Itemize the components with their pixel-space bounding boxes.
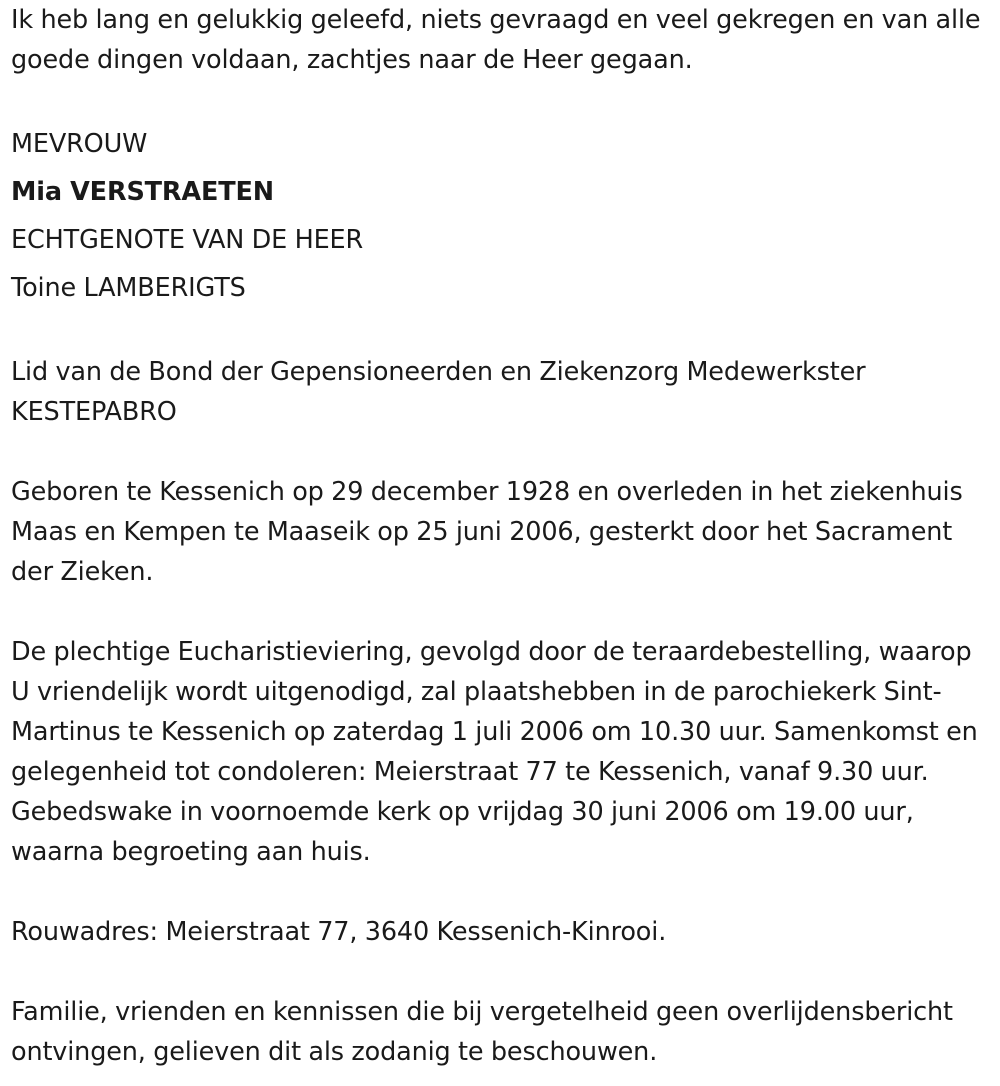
obituary-document (11, 0, 996, 1072)
person-relation: ECHTGENOTE VAN DE HEER (11, 225, 364, 255)
ceremony-paragraph: De plechtige Eucharistieviering, gevolgd door de teraardebestelling, waarop U vriendelijk wordt uitgenodigd, zal plaatshebben in de parochiekerk Sint-Martinus te Kessenich op zaterdag 1 juli 2006 om 10.30 uur. Samenkomst en gelegenheid tot condoleren: Meierstraat 77 te Kessenich, vanaf 9.30 uur. Gebedswake in voornoemde kerk op vrijdag 30 juni 2006 om 19.00 uur, waarna begroeting aan huis. (11, 637, 978, 867)
intro-paragraph: Ik heb lang en gelukkig geleefd, niets gevraagd en veel gekregen en van alle goede dingen voldaan, zachtjes naar de Heer gegaan. (11, 5, 981, 75)
spacer (11, 592, 996, 632)
address-paragraph: Rouwadres: Meierstraat 77, 3640 Kessenich-Kinrooi. (11, 917, 667, 947)
spacer (11, 872, 996, 912)
person-spouse: Toine LAMBERIGTS (11, 273, 246, 303)
birth-death-paragraph: Geboren te Kessenich op 29 december 1928 en overleden in het ziekenhuis Maas en Kempen te Maaseik op 25 juni 2006, gesterkt door het Sacrament der Zieken. (11, 477, 963, 587)
membership-paragraph: Lid van de Bond der Gepensioneerden en Ziekenzorg Medewerkster KESTEPABRO (11, 357, 866, 427)
spacer (11, 432, 996, 472)
closing-paragraph: Familie, vrienden en kennissen die bij vergetelheid geen overlijdensbericht ontvingen, gelieven dit als zodanig te beschouwen. (11, 997, 953, 1067)
spacer (11, 312, 996, 352)
spacer (11, 952, 996, 992)
person-name: Mia VERSTRAETEN (11, 177, 274, 207)
spacer (11, 80, 996, 120)
person-title: MEVROUW (11, 129, 148, 159)
